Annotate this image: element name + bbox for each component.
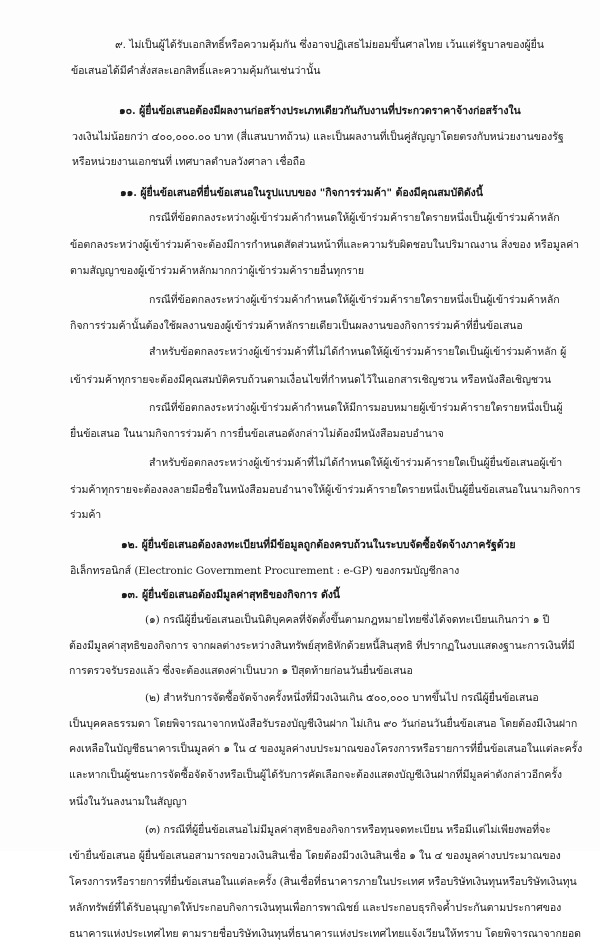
text-line-5: หรือหน่วยงานเอกชนที่ เทศบาลตำบลวังศาลา เชื่อถือ <box>72 156 306 168</box>
text-line-19: ๑๒. ผู้ยื่นข้อเสนอต้องลงทะเบียนที่มีข้อมูลถูกต้องครบถ้วนในระบบจัดซื้อจัดจ้างภาครัฐด้วย <box>121 539 516 551</box>
text-line-4: วงเงินไม่น้อยกว่า ๔๐๐,๐๐๐.๐๐ บาท (สี่แสนบาทถ้วน) และเป็นผลงานที่เป็นคู่สัญญาโดยตรงกับหน่วยงานของรัฐ <box>72 131 564 143</box>
text-line-28: และหากเป็นผู้ชนะการจัดซื้อจัดจ้างหรือเป็นผู้ได้รับการคัดเลือกจะต้องแสดงบัญชีเงินฝากที่มีมูลค่าดังกล่าวอีกครั้ง <box>69 769 563 781</box>
text-line-29: หนึ่งในวันลงนามในสัญญา <box>69 796 187 808</box>
text-line-30: (๓) กรณีที่ผู้ยื่นข้อเสนอไม่มีมูลค่าสุทธิของกิจการหรือทุนจดทะเบียน หรือมีแต่ไม่เพียงพอที่จะ <box>145 824 551 836</box>
text-line-7: กรณีที่ข้อตกลงระหว่างผู้เข้าร่วมค้ากำหนดให้ผู้เข้าร่วมค้ารายใดรายหนึ่งเป็นผู้เข้าร่วมค้าหลัก <box>149 212 560 224</box>
text-line-26: เป็นบุคคลธรรมดา โดยพิจารณาจากหนังสือรับรองบัญชีเงินฝาก ไม่เกิน ๙๐ วันก่อนวันยื่นข้อเสนอ โดยต้องมีเงินฝาก <box>69 718 578 730</box>
text-line-11: กิจการร่วมค้านั้นต้องใช้ผลงานของผู้เข้าร่วมค้าหลักรายเดียวเป็นผลงานของกิจการร่วมค้าที่ยื่นข้อเสนอ <box>70 320 523 332</box>
text-line-21: ๑๓. ผู้ยื่นข้อเสนอต้องมีมูลค่าสุทธิของกิจการ ดังนี้ <box>121 589 340 601</box>
text-line-20: อิเล็กทรอนิกส์ (Electronic Government Procurement : e-GP) ของกรมบัญชีกลาง <box>70 565 460 577</box>
text-line-23: ต้องมีมูลค่าสุทธิของกิจการ จากผลต่างระหว่างสินทรัพย์สุทธิหักด้วยหนี้สินสุทธิ ที่ปรากฏในงบแสดงฐานะการเงินที่มี <box>69 640 575 652</box>
text-line-16: สำหรับข้อตกลงระหว่างผู้เข้าร่วมค้าที่ไม่ได้กำหนดให้ผู้เข้าร่วมค้ารายใดเป็นผู้ยื่นข้อเสนอผู้เข้า <box>149 457 563 469</box>
text-line-18: ร่วมค้า <box>70 509 102 521</box>
text-line-2: ข้อเสนอได้มีคำสั่งสละเอกสิทธิ์และความคุ้มกันเช่นว่านั้น <box>71 65 321 77</box>
text-line-6: ๑๑. ผู้ยื่นข้อเสนอที่ยื่นข้อเสนอในรูปแบบของ "กิจการร่วมค้า" ต้องมีคุณสมบัติดังนี้ <box>120 187 483 199</box>
text-line-31: เข้ายื่นข้อเสนอ ผู้ยื่นข้อเสนอสามารถขอวงเงินสินเชื่อ โดยต้องมีวงเงินสินเชื่อ ๑ ใน ๔ ของมูลค่างบประมาณของ <box>69 850 561 862</box>
text-line-22: (๑) กรณีผู้ยื่นข้อเสนอเป็นนิติบุคคลที่จัดตั้งขึ้นตามกฎหมายไทยซึ่งได้จดทะเบียนเกินกว่า ๑ ปี <box>145 614 550 626</box>
text-line-32: โครงการหรือรายการที่ยื่นข้อเสนอในแต่ละครั้ง (สินเชื่อที่ธนาคารภายในประเทศ หรือบริษัทเงินทุนหรือบริษัทเงินทุน <box>69 876 577 888</box>
text-line-33: หลักทรัพย์ที่ได้รับอนุญาตให้ประกอบกิจการเงินทุนเพื่อการพาณิชย์ และประกอบธุรกิจค้ำประกันตามประกาศของ <box>69 902 562 914</box>
text-line-13: เข้าร่วมค้าทุกรายจะต้องมีคุณสมบัติครบถ้วนตามเงื่อนไขที่กำหนดไว้ในเอกสารเชิญชวน หรือหนังสือเชิญชวน <box>70 374 551 386</box>
text-line-24: การตรวจรับรองแล้ว ซึ่งจะต้องแสดงค่าเป็นบวก ๑ ปีสุดท้ายก่อนวันยื่นข้อเสนอ <box>69 665 413 677</box>
text-line-9: ตามสัญญาของผู้เข้าร่วมค้าหลักมากกว่าผู้เข้าร่วมค้ารายอื่นทุกราย <box>70 265 364 277</box>
text-line-10: กรณีที่ข้อตกลงระหว่างผู้เข้าร่วมค้ากำหนดให้ผู้เข้าร่วมค้ารายใดรายหนึ่งเป็นผู้เข้าร่วมค้าหลัก <box>149 294 560 306</box>
text-line-17: ร่วมค้าทุกรายจะต้องลงลายมือชื่อในหนังสือมอบอำนาจให้ผู้เข้าร่วมค้ารายใดรายหนึ่งเป็นผู้ยื่นข้อเสนอในนามกิจการ <box>70 484 581 496</box>
text-line-1: ๙. ไม่เป็นผู้ได้รับเอกสิทธิ์หรือความคุ้มกัน ซึ่งอาจปฏิเสธไม่ยอมขึ้นศาลไทย เว้นแต่รัฐบาลของผู้ยื่น <box>115 39 544 51</box>
text-line-15: ยื่นข้อเสนอ ในนามกิจการร่วมค้า การยื่นข้อเสนอดังกล่าวไม่ต้องมีหนังสือมอบอำนาจ <box>70 428 444 440</box>
text-line-8: ข้อตกลงระหว่างผู้เข้าร่วมค้าจะต้องมีการกำหนดสัดส่วนหน้าที่และความรับผิดชอบในปริมาณงาน สิ่งของ หรือมูลค่า <box>70 239 579 251</box>
text-line-25: (๒) สำหรับการจัดซื้อจัดจ้างครั้งหนึ่งที่มีวงเงินเกิน ๕๐๐,๐๐๐ บาทขึ้นไป กรณีผู้ยื่นข้อเสนอ <box>145 692 539 704</box>
text-line-12: สำหรับข้อตกลงระหว่างผู้เข้าร่วมค้าที่ไม่ได้กำหนดให้ผู้เข้าร่วมค้ารายใดเป็นผู้เข้าร่วมค้าหลัก ผู้ <box>149 346 567 358</box>
text-line-3: ๑๐. ผู้ยื่นข้อเสนอต้องมีผลงานก่อสร้างประเภทเดียวกันกับงานที่ประกวดราคาจ้างก่อสร้างใน <box>119 105 521 117</box>
text-line-14: กรณีที่ข้อตกลงระหว่างผู้เข้าร่วมค้ากำหนดให้มีการมอบหมายผู้เข้าร่วมค้ารายใดรายหนึ่งเป็นผู้ <box>149 402 563 414</box>
text-line-27: คงเหลือในบัญชีธนาคารเป็นมูลค่า ๑ ใน ๔ ของมูลค่างบประมาณของโครงการหรือรายการที่ยื่นข้อเสนอในแต่ละครั้ง <box>69 743 583 755</box>
text-line-34: ธนาคารแห่งประเทศไทย ตามรายชื่อบริษัทเงินทุนที่ธนาคารแห่งประเทศไทยแจ้งเวียนให้ทราบ โดยพิจารณาจากยอด <box>69 928 581 940</box>
